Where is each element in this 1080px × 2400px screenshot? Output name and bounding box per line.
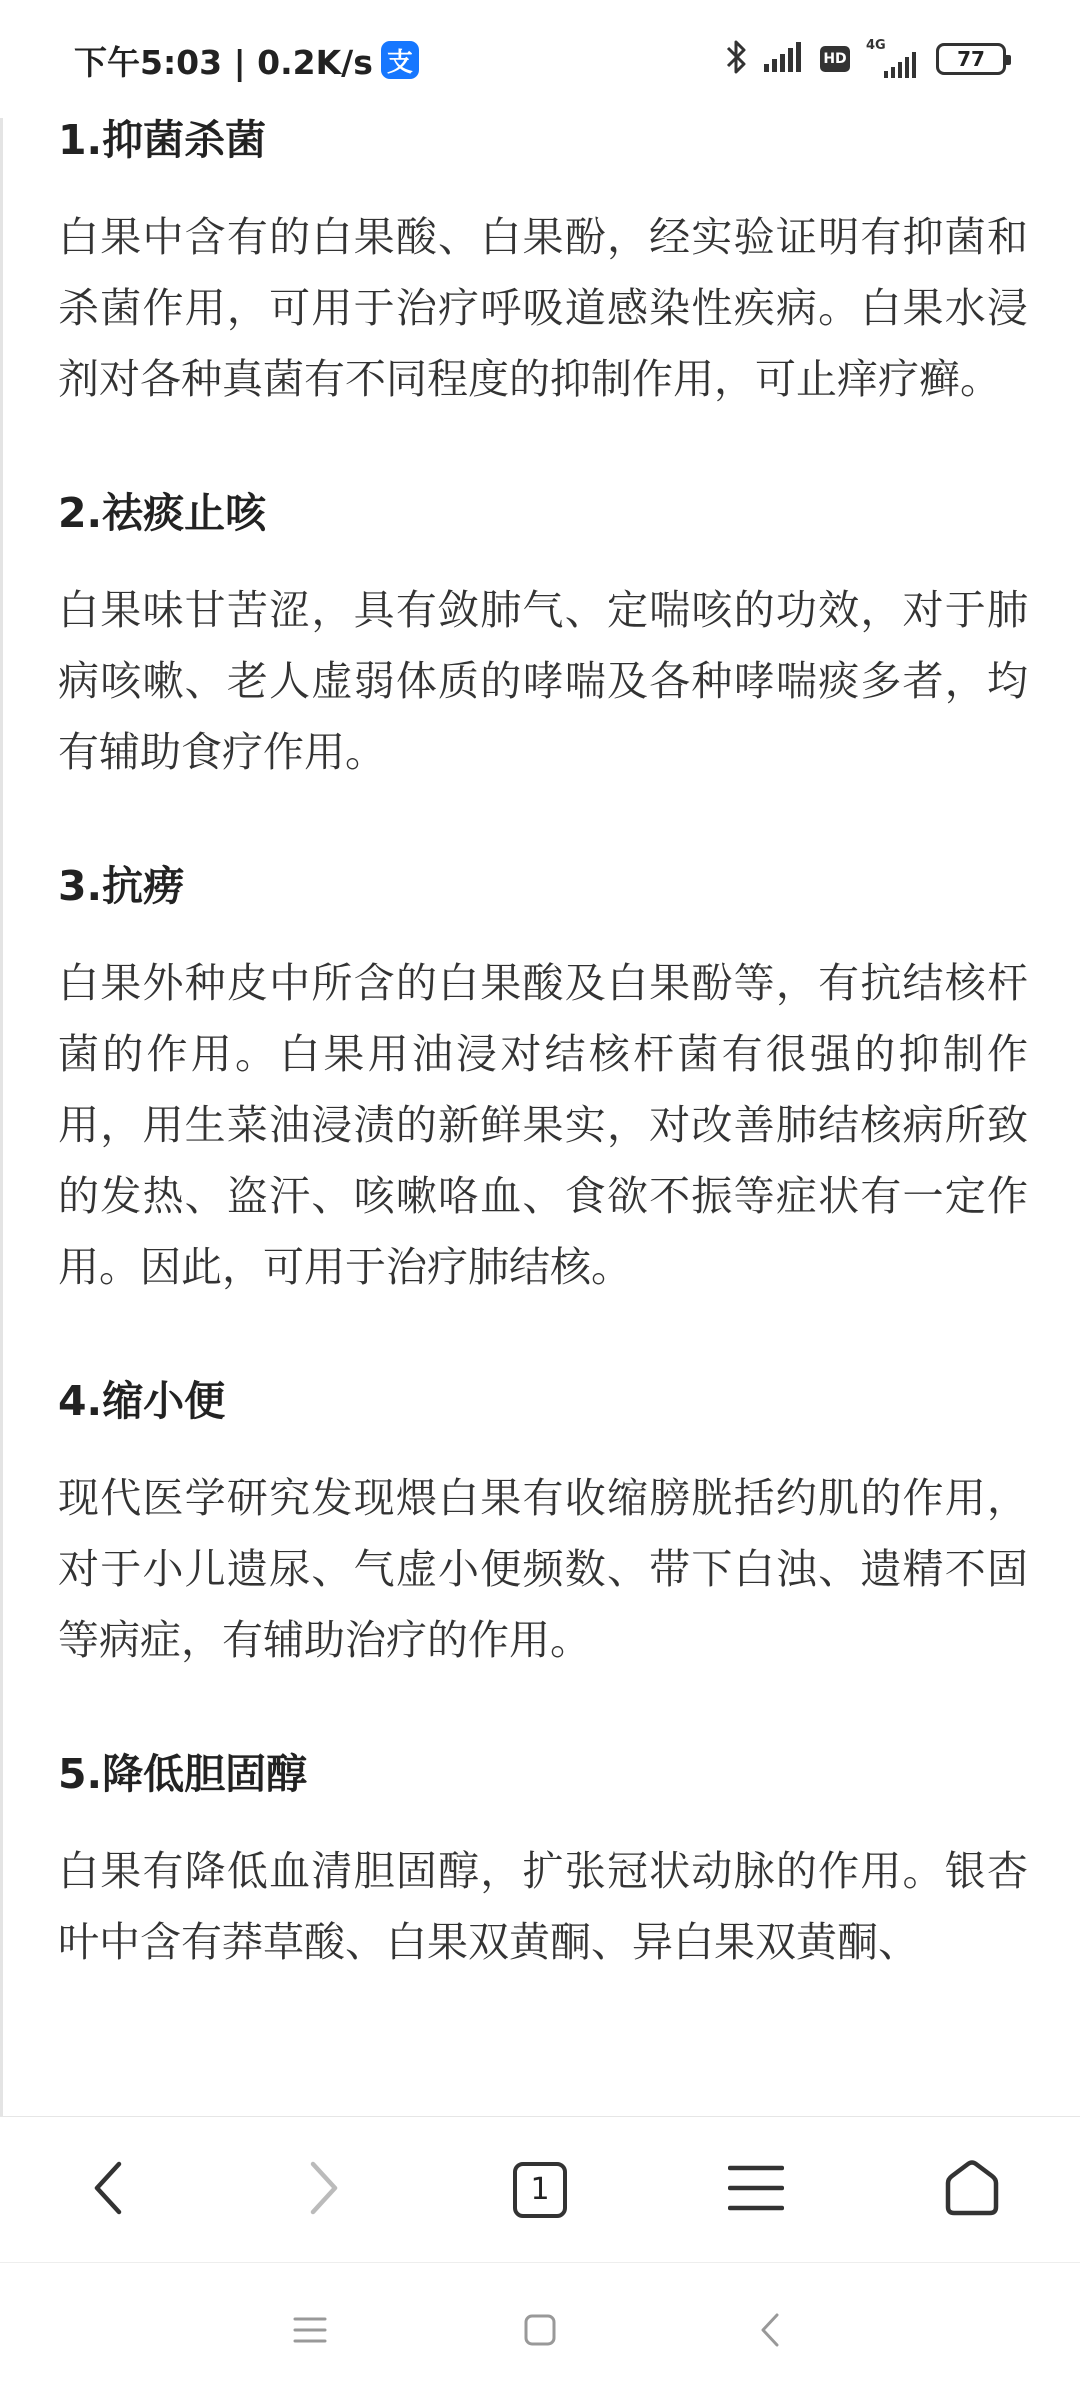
home-square-icon (524, 2314, 556, 2350)
section-4 (58, 1371, 1028, 1676)
battery-level: 77 (957, 47, 985, 71)
recents-icon (293, 2315, 327, 2349)
browser-toolbar (0, 2116, 1080, 2262)
tabs-button[interactable] (470, 2130, 610, 2250)
home-button[interactable] (902, 2130, 1042, 2250)
section-body: 白果有降低血清胆固醇，扩张冠状动脉的作用。银杏叶中含有莽草酸、白果双黄酮、异白果双黄酮、 (58, 1847, 1028, 1966)
section-5 (58, 1744, 1028, 1978)
tabs-icon: 1 (513, 2162, 567, 2218)
section-body: 白果味甘苦涩，具有敛肺气、定喘咳的功效，对于肺病咳嗽、老人虚弱体质的哮喘及各种哮喘痰多者，均有辅助食疗作用。 (58, 586, 1028, 776)
back-icon (91, 2160, 125, 2220)
section-body: 白果外种皮中所含的白果酸及白果酚等，有抗结核杆菌的作用。白果用油浸对结核杆菌有很强的抑制作用，用生菜油浸渍的新鲜果实，对改善肺结核病所致的发热、盗汗、咳嗽咯血、食欲不振等症状有一定作用。因此，可用于治疗肺结核。 (58, 959, 1028, 1291)
network-label: 4G (866, 38, 886, 53)
status-right (726, 36, 1006, 82)
alipay-icon: 支 (381, 41, 419, 79)
forward-button[interactable] (254, 2130, 394, 2250)
section-2 (58, 483, 1028, 788)
4g-signal-icon (866, 40, 920, 78)
signal-icon (764, 42, 804, 76)
section-heading: 3.抗痨 (58, 862, 185, 910)
section-1 (58, 118, 1028, 415)
recents-button[interactable] (270, 2292, 350, 2372)
home-icon (942, 2159, 1002, 2221)
section-body: 白果中含有的白果酸、白果酚，经实验证明有抑菌和杀菌作用，可用于治疗呼吸道感染性疾病。白果水浸剂对各种真菌有不同程度的抑制作用，可止痒疗癣。 (58, 213, 1028, 403)
system-home-button[interactable] (500, 2292, 580, 2372)
section-3 (58, 856, 1028, 1303)
battery-icon (936, 43, 1006, 75)
back-triangle-icon (759, 2312, 781, 2352)
system-nav-bar (0, 2262, 1080, 2400)
bluetooth-icon (726, 39, 748, 79)
forward-icon (307, 2160, 341, 2220)
back-button[interactable] (38, 2130, 178, 2250)
section-heading: 4.缩小便 (58, 1377, 226, 1425)
article-scroll-area[interactable] (0, 118, 1080, 2116)
hd-icon: HD (820, 46, 850, 72)
section-body: 现代医学研究发现煨白果有收缩膀胱括约肌的作用，对于小儿遗尿、气虚小便频数、带下白浊、遗精不固等病症，有辅助治疗的作用。 (58, 1474, 1028, 1664)
status-left (74, 38, 419, 82)
menu-button[interactable] (686, 2130, 826, 2250)
menu-icon (728, 2164, 784, 2216)
status-time-speed: 下午5:03 | 0.2K/s (74, 42, 373, 82)
article (58, 118, 1028, 2046)
status-bar (0, 0, 1080, 118)
system-back-button[interactable] (730, 2292, 810, 2372)
section-heading: 5.降低胆固醇 (58, 1750, 308, 1798)
section-heading: 2.祛痰止咳 (58, 489, 267, 537)
section-heading: 1.抑菌杀菌 (58, 118, 267, 164)
